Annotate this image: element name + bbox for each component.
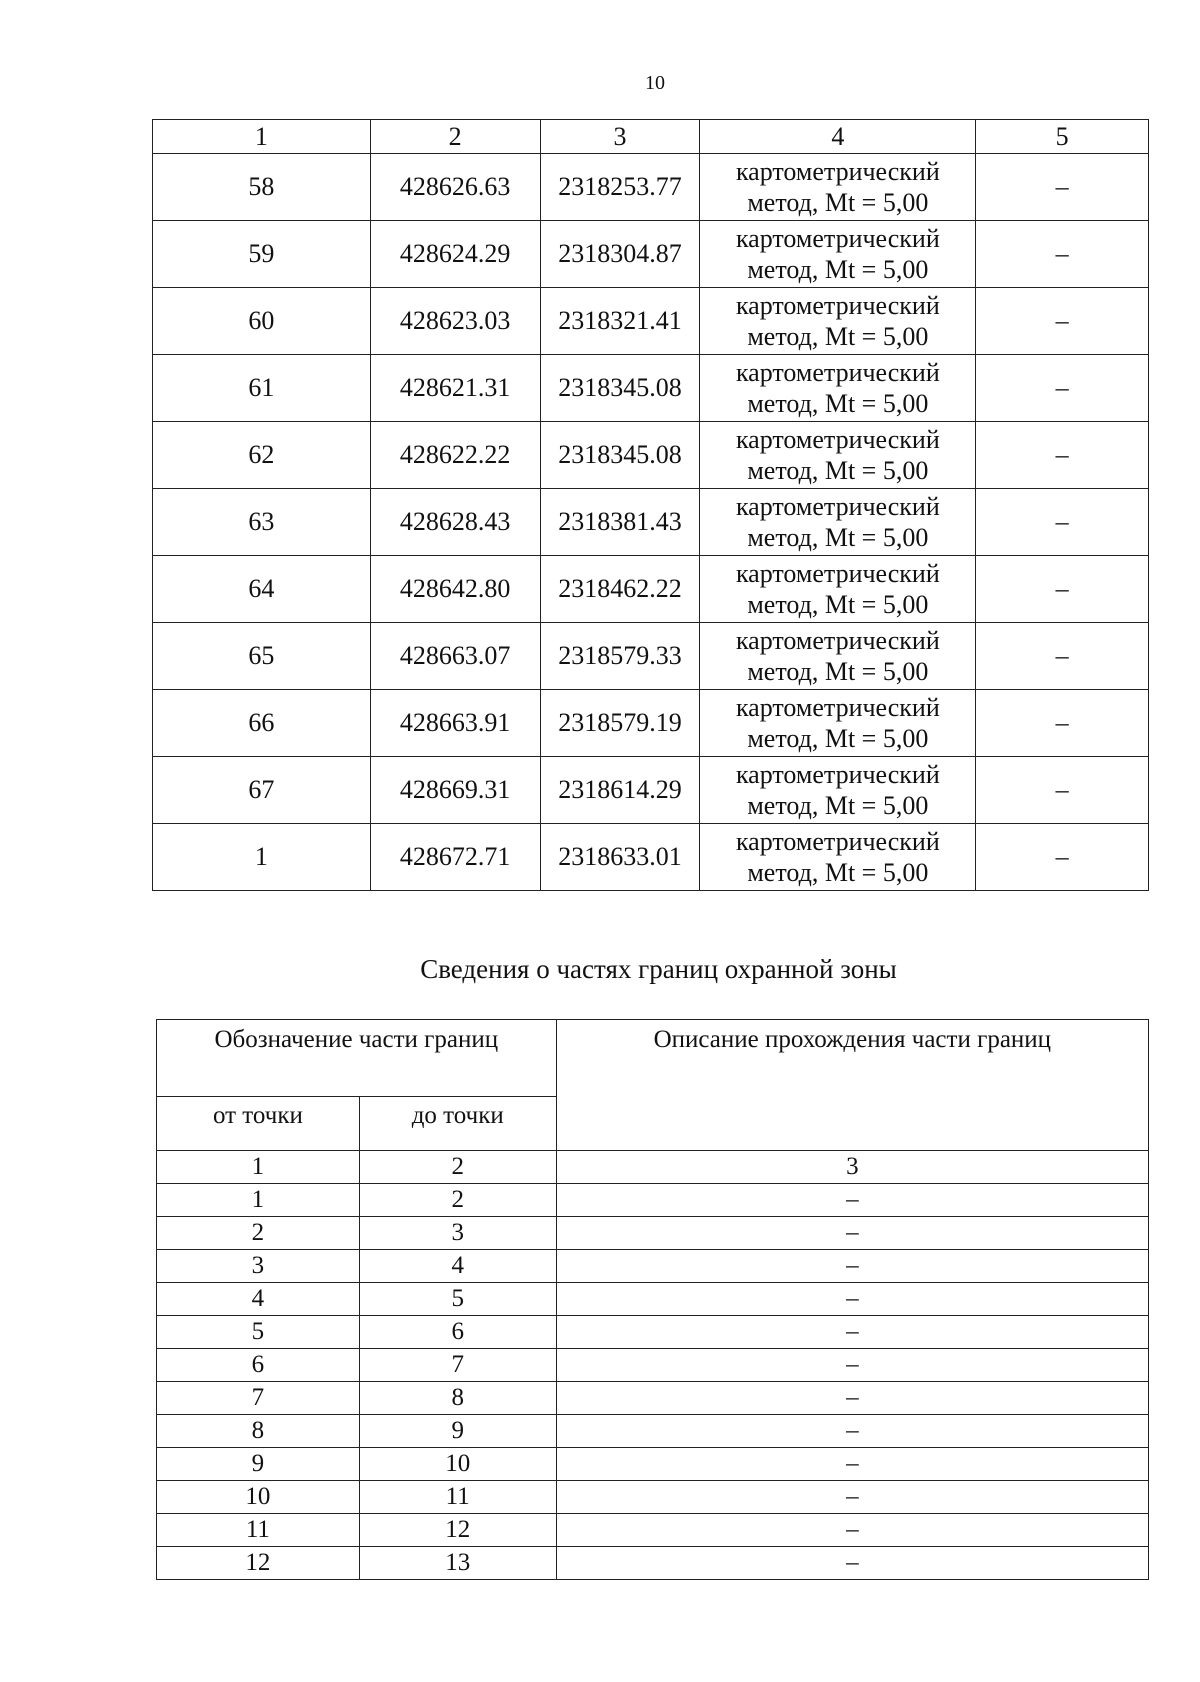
to-point: 10: [359, 1448, 556, 1481]
x-coordinate: 428626.63: [370, 154, 540, 221]
from-point-header: от точки: [157, 1097, 360, 1151]
method-line: картометрический: [735, 157, 940, 186]
to-point: 13: [359, 1547, 556, 1580]
boundary-description: –: [556, 1547, 1148, 1580]
boundary-description: –: [556, 1250, 1148, 1283]
page-number: 10: [645, 72, 665, 94]
y-coordinate: 2318253.77: [540, 154, 700, 221]
note-cell: –: [976, 824, 1149, 891]
from-point: 2: [157, 1217, 360, 1250]
to-point: 6: [359, 1316, 556, 1349]
point-number: 59: [153, 221, 371, 288]
table-row: [153, 757, 1149, 824]
boundary-description: –: [556, 1184, 1148, 1217]
table-row: [157, 1514, 1149, 1547]
from-point: 4: [157, 1283, 360, 1316]
point-number: 60: [153, 288, 371, 355]
boundary-description: –: [556, 1382, 1148, 1415]
x-coordinate: 428628.43: [370, 489, 540, 556]
y-coordinate: 2318345.08: [540, 422, 700, 489]
from-point: 12: [157, 1547, 360, 1580]
determination-method: [700, 288, 976, 355]
x-coordinate: 428669.31: [370, 757, 540, 824]
method-line: метод, Mt = 5,00: [747, 523, 929, 552]
determination-method: [700, 422, 976, 489]
boundary-description: –: [556, 1448, 1148, 1481]
parts-header-row: [157, 1020, 1149, 1097]
method-line: картометрический: [735, 760, 940, 789]
from-point: 1: [157, 1184, 360, 1217]
column-number-header: 3: [540, 120, 700, 154]
from-point: 10: [157, 1481, 360, 1514]
method-line: метод, Mt = 5,00: [747, 791, 929, 820]
column-number-header: 5: [976, 120, 1149, 154]
table-row: [157, 1283, 1149, 1316]
method-line: метод, Mt = 5,00: [747, 724, 929, 753]
note-cell: –: [976, 355, 1149, 422]
determination-method: [700, 623, 976, 690]
column-number-header: 1: [157, 1151, 360, 1184]
method-line: метод, Mt = 5,00: [747, 456, 929, 485]
determination-method: [700, 154, 976, 221]
point-number: 1: [153, 824, 371, 891]
point-number: 63: [153, 489, 371, 556]
determination-method: [700, 690, 976, 757]
method-line: метод, Mt = 5,00: [747, 322, 929, 351]
note-cell: –: [976, 422, 1149, 489]
column-number-header: 2: [359, 1151, 556, 1184]
boundary-parts-table: [156, 1019, 1149, 1580]
x-coordinate: 428623.03: [370, 288, 540, 355]
parts-column-numbers-row: [157, 1151, 1149, 1184]
boundary-description: –: [556, 1217, 1148, 1250]
method-line: картометрический: [735, 358, 940, 387]
table-row: [157, 1349, 1149, 1382]
table-row: [153, 422, 1149, 489]
boundary-description: –: [556, 1415, 1148, 1448]
method-line: метод, Mt = 5,00: [747, 657, 929, 686]
table-row: [153, 221, 1149, 288]
to-point: 11: [359, 1481, 556, 1514]
from-point: 8: [157, 1415, 360, 1448]
method-line: картометрический: [735, 224, 940, 253]
table-row: [157, 1481, 1149, 1514]
note-cell: –: [976, 556, 1149, 623]
x-coordinate: 428642.80: [370, 556, 540, 623]
note-cell: –: [976, 757, 1149, 824]
to-point: 12: [359, 1514, 556, 1547]
method-line: картометрический: [735, 425, 940, 454]
y-coordinate: 2318345.08: [540, 355, 700, 422]
to-point: 8: [359, 1382, 556, 1415]
note-cell: –: [976, 690, 1149, 757]
table-row: [153, 154, 1149, 221]
column-number-header: 4: [700, 120, 976, 154]
column-number-header: 3: [556, 1151, 1148, 1184]
determination-method: [700, 489, 976, 556]
boundary-description-header: Описание прохождения части границ: [556, 1020, 1148, 1151]
table-row: [157, 1448, 1149, 1481]
method-line: картометрический: [735, 827, 940, 856]
point-number: 58: [153, 154, 371, 221]
table-row: [157, 1547, 1149, 1580]
boundary-description: –: [556, 1349, 1148, 1382]
method-line: метод, Mt = 5,00: [747, 590, 929, 619]
method-line: метод, Mt = 5,00: [747, 858, 929, 887]
determination-method: [700, 824, 976, 891]
table-row: [153, 623, 1149, 690]
method-line: картометрический: [735, 693, 940, 722]
determination-method: [700, 556, 976, 623]
point-number: 66: [153, 690, 371, 757]
determination-method: [700, 221, 976, 288]
to-point: 3: [359, 1217, 556, 1250]
table-row: [153, 489, 1149, 556]
x-coordinate: 428672.71: [370, 824, 540, 891]
method-line: метод, Mt = 5,00: [747, 389, 929, 418]
point-number: 62: [153, 422, 371, 489]
y-coordinate: 2318462.22: [540, 556, 700, 623]
determination-method: [700, 757, 976, 824]
x-coordinate: 428624.29: [370, 221, 540, 288]
table-row: [153, 824, 1149, 891]
to-point-header: до точки: [359, 1097, 556, 1151]
method-line: метод, Mt = 5,00: [747, 188, 929, 217]
boundary-description: –: [556, 1481, 1148, 1514]
y-coordinate: 2318304.87: [540, 221, 700, 288]
method-line: метод, Mt = 5,00: [747, 255, 929, 284]
note-cell: –: [976, 489, 1149, 556]
table-row: [157, 1217, 1149, 1250]
to-point: 9: [359, 1415, 556, 1448]
table-row: [157, 1382, 1149, 1415]
point-number: 64: [153, 556, 371, 623]
coordinates-header-row: [153, 120, 1149, 154]
table-row: [153, 690, 1149, 757]
table-row: [157, 1184, 1149, 1217]
y-coordinate: 2318579.33: [540, 623, 700, 690]
method-line: картометрический: [735, 492, 940, 521]
from-point: 5: [157, 1316, 360, 1349]
y-coordinate: 2318579.19: [540, 690, 700, 757]
y-coordinate: 2318614.29: [540, 757, 700, 824]
from-point: 7: [157, 1382, 360, 1415]
y-coordinate: 2318381.43: [540, 489, 700, 556]
boundary-description: –: [556, 1283, 1148, 1316]
boundary-designation-header: Обозначение части границ: [157, 1020, 557, 1097]
x-coordinate: 428622.22: [370, 422, 540, 489]
x-coordinate: 428663.91: [370, 690, 540, 757]
to-point: 4: [359, 1250, 556, 1283]
determination-method: [700, 355, 976, 422]
to-point: 2: [359, 1184, 556, 1217]
table-row: [157, 1250, 1149, 1283]
from-point: 3: [157, 1250, 360, 1283]
column-number-header: 2: [370, 120, 540, 154]
x-coordinate: 428621.31: [370, 355, 540, 422]
boundary-description: –: [556, 1316, 1148, 1349]
note-cell: –: [976, 288, 1149, 355]
method-line: картометрический: [735, 626, 940, 655]
to-point: 5: [359, 1283, 556, 1316]
table-row: [153, 355, 1149, 422]
note-cell: –: [976, 221, 1149, 288]
point-number: 65: [153, 623, 371, 690]
note-cell: –: [976, 623, 1149, 690]
x-coordinate: 428663.07: [370, 623, 540, 690]
boundary-description: –: [556, 1514, 1148, 1547]
y-coordinate: 2318633.01: [540, 824, 700, 891]
y-coordinate: 2318321.41: [540, 288, 700, 355]
point-number: 67: [153, 757, 371, 824]
table-row: [157, 1316, 1149, 1349]
note-cell: –: [976, 154, 1149, 221]
method-line: картометрический: [735, 559, 940, 588]
coordinates-table: [152, 119, 1149, 891]
table-row: [153, 556, 1149, 623]
from-point: 9: [157, 1448, 360, 1481]
table-row: [153, 288, 1149, 355]
method-line: картометрический: [735, 291, 940, 320]
from-point: 6: [157, 1349, 360, 1382]
from-point: 11: [157, 1514, 360, 1547]
column-number-header: 1: [153, 120, 371, 154]
table-row: [157, 1415, 1149, 1448]
section-title: Сведения о частях границ охранной зоны: [420, 954, 897, 984]
to-point: 7: [359, 1349, 556, 1382]
point-number: 61: [153, 355, 371, 422]
